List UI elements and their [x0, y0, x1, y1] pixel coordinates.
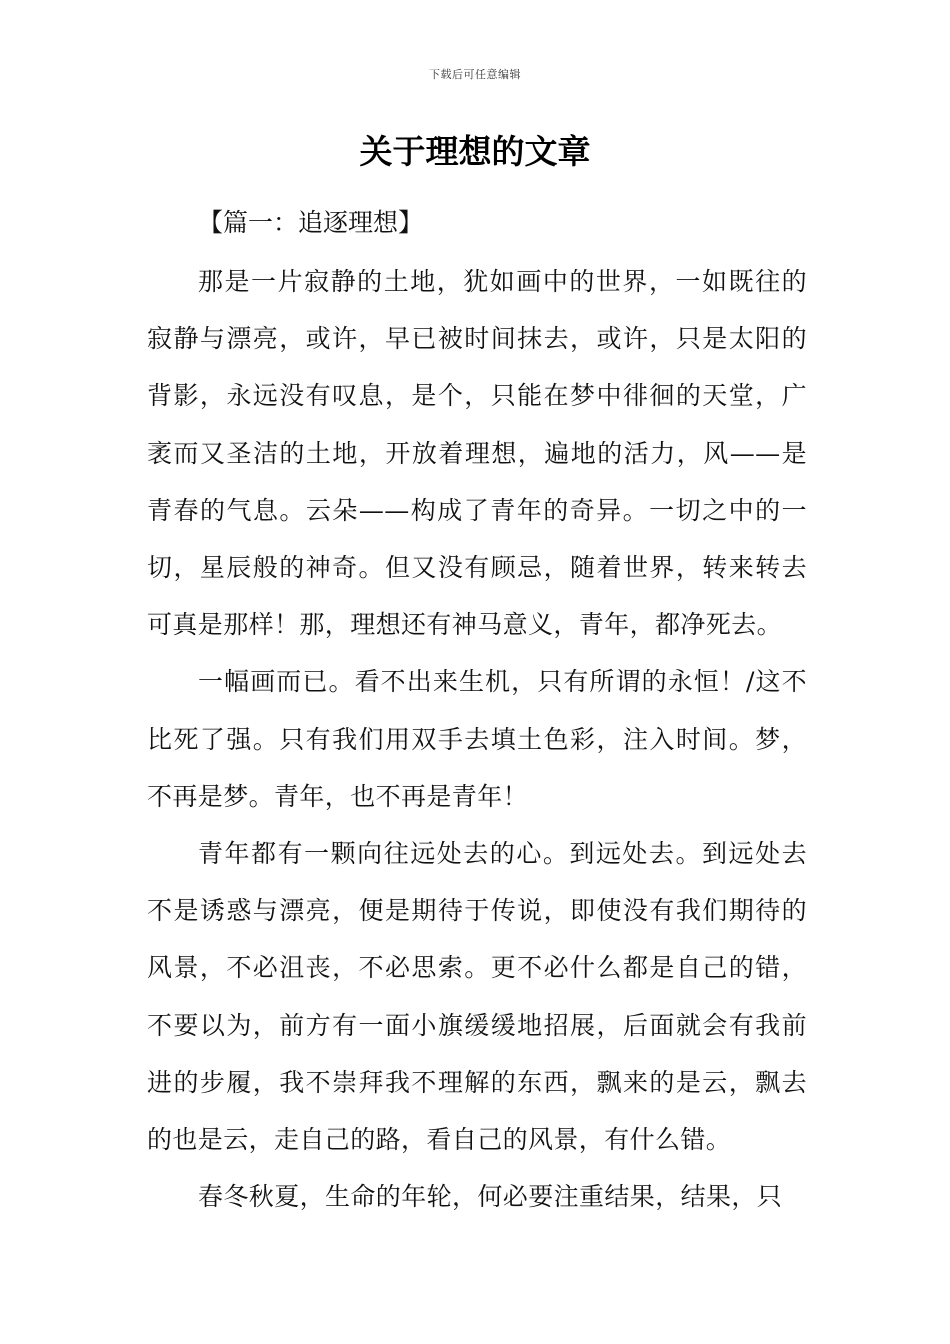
- article-body: [147, 253, 807, 1225]
- paragraph-4: 春冬秋夏，生命的年轮，何必要注重结果，结果，只: [198, 1182, 783, 1212]
- header-note: 下载后可任意编辑: [429, 68, 521, 81]
- paragraph-2: 一幅画而已。看不出来生机，只有所谓的永恒！/这不比死了强。只有我们用双手去填土色彩，注入时间。梦，不再是梦。青年，也不再是青年！: [147, 667, 807, 811]
- section-heading: 【篇一：追逐理想】: [198, 208, 424, 237]
- document-title: 关于理想的文章: [359, 132, 591, 171]
- paragraph-3: 青年都有一颗向往远处去的心。到远处去。到远处去不是诱惑与漂亮，便是期待于传说，即使没有我们期待的风景，不必沮丧，不必思索。更不必什么都是自己的错，不要以为，前方有一面小旗缓缓地招展，后面就会有我前进的步履，我不崇拜我不理解的东西，飘来的是云，飘去的也是云，走自己的路，看自己的风景，有什么错。: [147, 839, 807, 1155]
- paragraph-1: 那是一片寂静的土地，犹如画中的世界，一如既往的寂静与漂亮，或许，早已被时间抹去，或许，只是太阳的背影，永远没有叹息，是个，只能在梦中徘徊的天堂，广袤而又圣洁的土地，开放着理想，遍地的活力，风——是青春的气息。云朵——构成了青年的奇异。一切之中的一切，星辰般的神奇。但又没有顾忌，随着世界，转来转去可真是那样！那，理想还有神马意义，青年，都净死去。: [147, 267, 807, 640]
